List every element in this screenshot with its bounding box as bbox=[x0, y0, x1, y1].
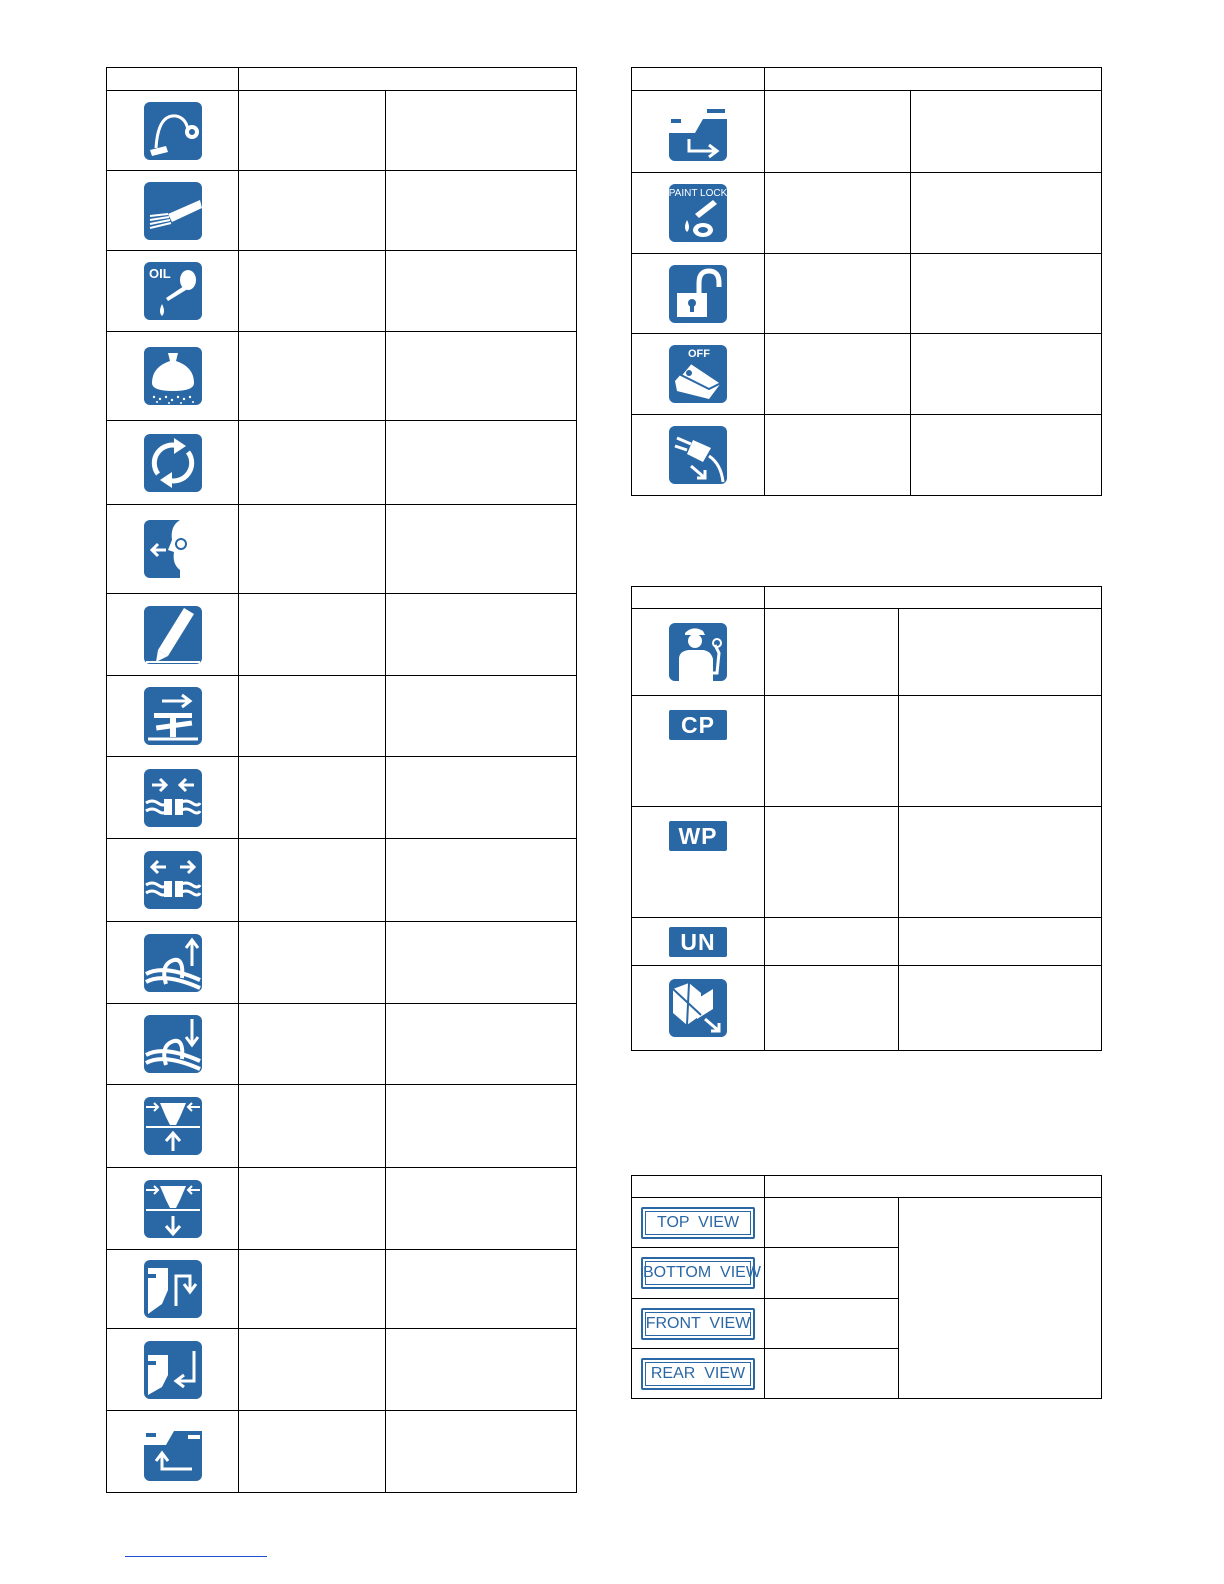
right-symbol-table-1 bbox=[631, 67, 1102, 496]
top-view-label: TOP VIEW bbox=[641, 1207, 755, 1239]
slide-out-icon bbox=[144, 1423, 202, 1481]
replace-icon bbox=[144, 434, 202, 492]
visual-check-icon bbox=[144, 520, 202, 578]
oil-can-icon bbox=[144, 262, 202, 320]
power-off-icon bbox=[669, 345, 727, 403]
marking-pen-icon bbox=[144, 606, 202, 664]
grease-bag-icon bbox=[144, 347, 202, 405]
hook-up-icon bbox=[144, 1260, 202, 1318]
serviceman-icon bbox=[669, 623, 727, 681]
disassemble-icon bbox=[669, 979, 727, 1037]
oil-text: OIL bbox=[148, 266, 171, 281]
footer-link-line[interactable] bbox=[125, 1556, 267, 1557]
unlock-icon bbox=[669, 265, 727, 323]
lift-harness-icon bbox=[144, 934, 202, 992]
un-label: UN bbox=[669, 927, 727, 957]
slide-in-icon bbox=[669, 103, 727, 161]
front-view-label: FRONT VIEW bbox=[641, 1308, 755, 1340]
paint-lock-icon bbox=[669, 184, 727, 242]
cp-label: CP bbox=[669, 710, 727, 740]
off-text: OFF bbox=[688, 348, 710, 360]
position-shift-icon bbox=[144, 687, 202, 745]
brush-icon bbox=[144, 182, 202, 240]
vacuum-cleaner-icon bbox=[144, 102, 202, 160]
wp-label: WP bbox=[669, 821, 727, 851]
pull-connector-icon bbox=[144, 851, 202, 909]
lower-harness-icon bbox=[144, 1015, 202, 1073]
right-symbol-table-2 bbox=[631, 586, 1102, 1051]
right-view-table bbox=[631, 1175, 1102, 1399]
unplug-icon bbox=[669, 426, 727, 484]
left-symbol-table bbox=[106, 67, 577, 1493]
clamp-down-icon bbox=[144, 1180, 202, 1238]
rear-view-label: REAR VIEW bbox=[641, 1358, 755, 1390]
clamp-up-icon bbox=[144, 1097, 202, 1155]
bottom-view-label: BOTTOM VIEW bbox=[641, 1257, 755, 1289]
hook-down-icon bbox=[144, 1341, 202, 1399]
paint-lock-text: PAINT LOCK bbox=[669, 188, 727, 199]
push-connector-icon bbox=[144, 769, 202, 827]
